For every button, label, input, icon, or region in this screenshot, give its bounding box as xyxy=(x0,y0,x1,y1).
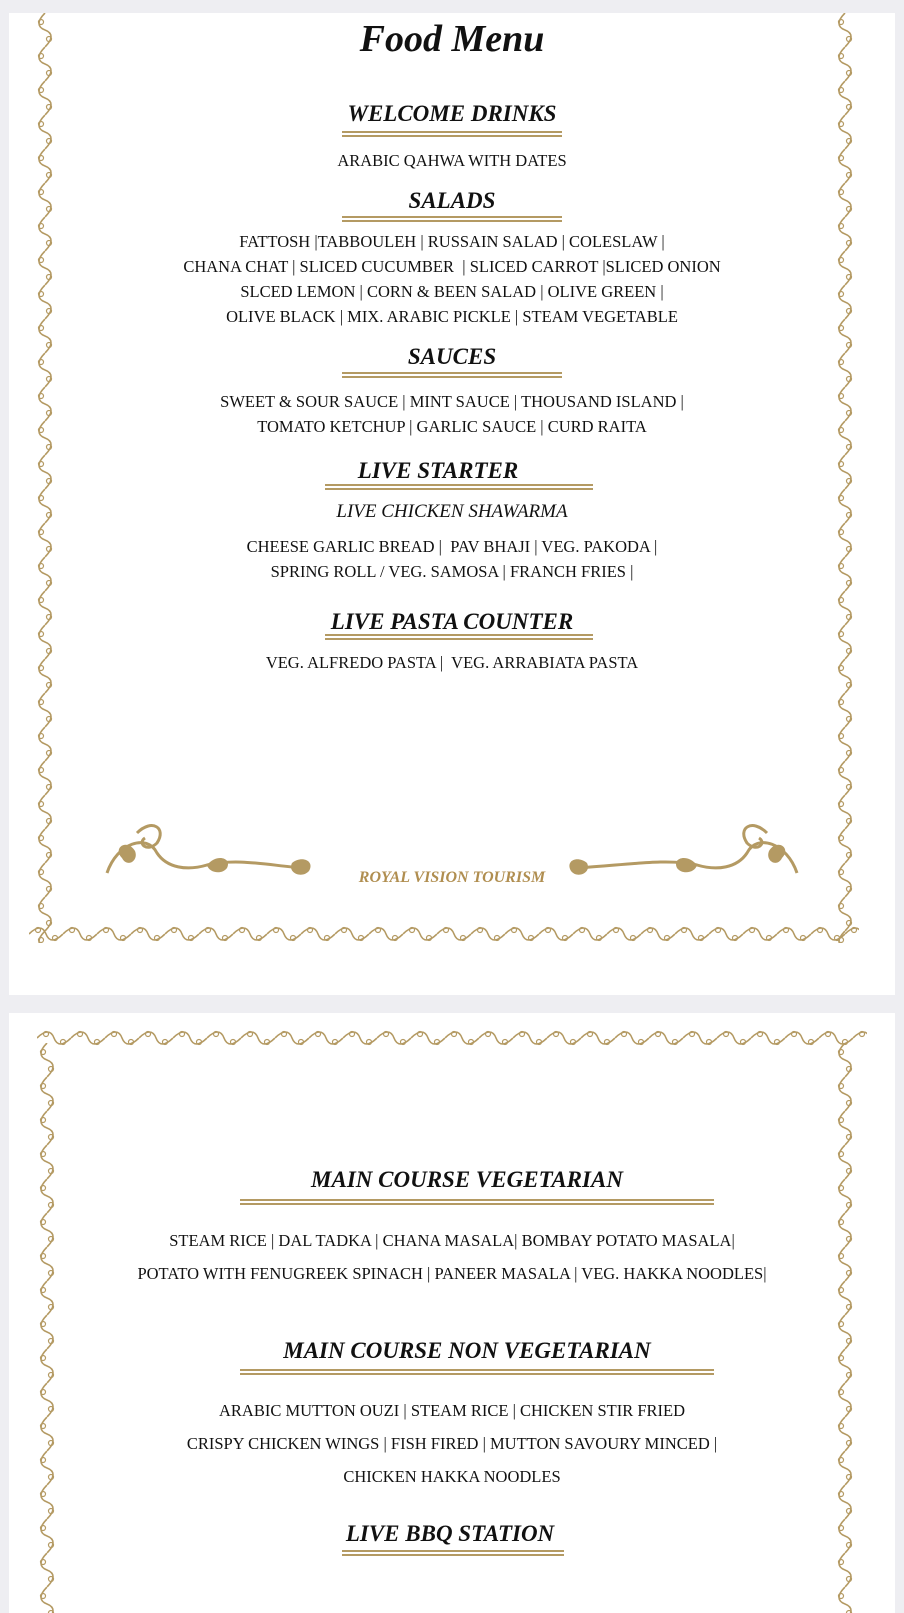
menu-line: CHANA CHAT | SLICED CUCUMBER | SLICED CARROT |SLICED ONION xyxy=(183,257,721,276)
subheading-live-chicken-shawarma: LIVE CHICKEN SHAWARMA xyxy=(336,501,568,522)
menu-line: OLIVE BLACK | MIX. ARABIC PICKLE | STEAM VEGETABLE xyxy=(226,307,678,326)
menu-line: TOMATO KETCHUP | GARLIC SAUCE | CURD RAITA xyxy=(257,417,647,436)
menu-line: SPRING ROLL / VEG. SAMOSA | FRANCH FRIES | xyxy=(270,562,634,581)
heading-underline xyxy=(342,131,562,137)
section-heading-welcome-drinks: WELCOME DRINKS xyxy=(347,101,557,126)
section-heading-live-bbq-station: LIVE BBQ STATION xyxy=(345,1521,555,1546)
section-heading-live-pasta-counter: LIVE PASTA COUNTER xyxy=(330,609,574,634)
heading-underline xyxy=(325,484,593,490)
section-heading-main-course-non-vegetarian: MAIN COURSE NON VEGETARIAN xyxy=(283,1338,651,1363)
heading-underline xyxy=(342,1550,564,1556)
heading-underline xyxy=(325,634,593,640)
heading-underline xyxy=(240,1369,714,1375)
menu-page-2 xyxy=(9,1013,895,1613)
menu-line: CRISPY CHICKEN WINGS | FISH FIRED | MUTTON SAVOURY MINCED | xyxy=(186,1434,718,1453)
heading-underline xyxy=(240,1199,714,1205)
right-flourish-ornament xyxy=(557,813,807,893)
menu-line: VEG. ALFREDO PASTA | VEG. ARRABIATA PASTA xyxy=(265,653,639,672)
menu-title: Food Menu xyxy=(359,18,545,60)
section-heading-main-course-vegetarian: MAIN COURSE VEGETARIAN xyxy=(311,1167,623,1192)
section-heading-sauces: SAUCES xyxy=(407,344,497,369)
bottom-ornament-border xyxy=(29,925,859,943)
menu-line: CHICKEN HAKKA NOODLES xyxy=(343,1467,561,1486)
menu-page-1 xyxy=(9,13,895,995)
menu-line: ARABIC MUTTON OUZI | STEAM RICE | CHICKEN STIR FRIED xyxy=(218,1401,686,1420)
menu-line: FATTOSH |TABBOULEH | RUSSAIN SALAD | COLESLAW | xyxy=(239,232,665,251)
menu-line: SWEET & SOUR SAUCE | MINT SAUCE | THOUSAND ISLAND | xyxy=(220,392,684,411)
menu-line: ARABIC QAHWA WITH DATES xyxy=(337,151,567,170)
menu-line: POTATO WITH FENUGREEK SPINACH | PANEER MASALA | VEG. HAKKA NOODLES| xyxy=(137,1264,767,1283)
section-heading-salads: SALADS xyxy=(408,188,496,213)
top-ornament-border xyxy=(37,1029,867,1047)
section-heading-live-starter: LIVE STARTER xyxy=(357,458,519,483)
heading-underline xyxy=(342,216,562,222)
menu-line: SLCED LEMON | CORN & BEEN SALAD | OLIVE GREEN | xyxy=(240,282,664,301)
brand-footer-text: ROYAL VISION TOURISM xyxy=(358,869,546,886)
menu-line: STEAM RICE | DAL TADKA | CHANA MASALA| BOMBAY POTATO MASALA| xyxy=(169,1231,735,1250)
heading-underline xyxy=(342,372,562,378)
menu-line: CHEESE GARLIC BREAD | PAV BHAJI | VEG. PAKODA | xyxy=(246,537,658,556)
